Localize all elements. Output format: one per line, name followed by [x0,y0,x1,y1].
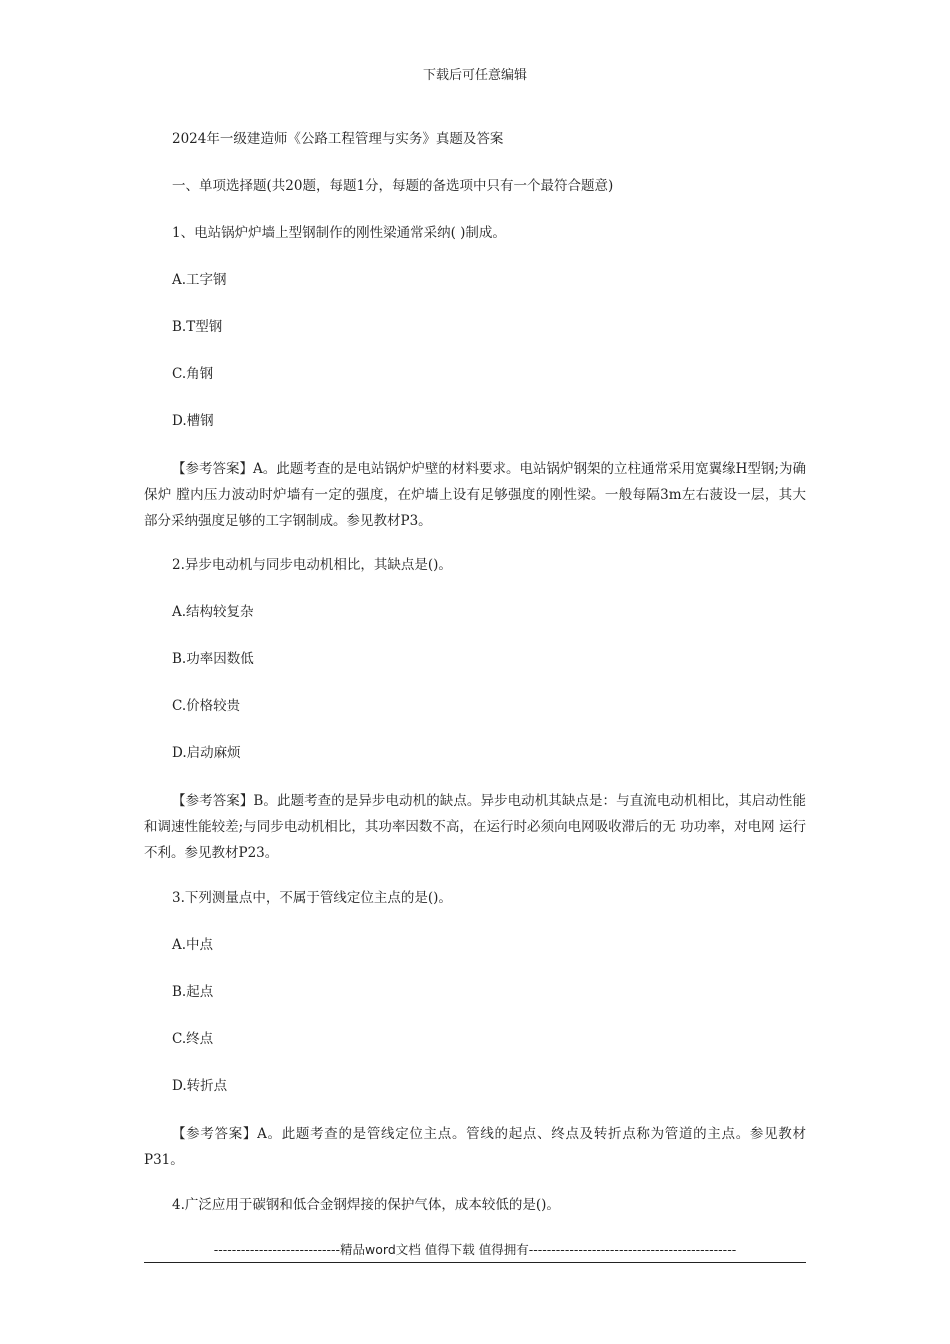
section-heading: 一、单项选择题(共20题，每题1分，每题的备选项中只有一个最符合题意) [172,178,614,194]
question-stem: 2.异步电动机与同步电动机相比，其缺点是()。 [172,557,452,573]
document-title: 2024年一级建造师《公路工程管理与实务》真题及答案 [172,131,504,147]
option-c: C.终点 [172,1031,214,1047]
option-d: D.启动麻烦 [172,745,241,761]
option-a: A.结构较复杂 [172,604,254,620]
option-c: C.角钢 [172,366,214,382]
option-c: C.价格较贵 [172,698,241,714]
page-header: 下载后可任意编辑 [422,68,527,83]
footer-divider [144,1262,806,1263]
option-d: D.转折点 [172,1078,228,1094]
option-b: B.T型钢 [172,319,223,335]
page-footer: ----------------------------精品word文档 值得下载 值得拥有---------------------------------------------- [213,1242,737,1257]
reference-answer: 【参考答案】A。此题考查的是管线定位主点。管线的起点、终点及转折点称为管道的主点。参见教材P31。 [144,1126,806,1168]
option-a: A.中点 [172,937,214,953]
option-b: B.起点 [172,984,214,1000]
question-stem: 1、电站锅炉炉墙上型钢制作的刚性梁通常采纳( )制成。 [172,225,506,241]
reference-answer: 【参考答案】B。此题考查的是异步电动机的缺点。异步电动机其缺点是：与直流电动机相比，其启动性能 和调速性能较差;与同步电动机相比，其功率因数不高，在运行时必须向电网吸收滞后的无 功功率，对电网 运行不利。参见教材P23。 [144,793,806,861]
reference-answer: 【参考答案】A。此题考查的是电站锅炉炉壁的材料要求。电站锅炉钢架的立柱通常采用宽翼缘H型钢;为确 保炉 膛内压力波动时炉墙有一定的强度，在炉墙上设有足够强度的刚性梁。一般每隔3m左右菠设一层，其大 部分采纳强度足够的工字钢制成。参见教材P3。 [144,461,806,529]
option-a: A.工字钢 [172,272,227,288]
question-stem: 4.广泛应用于碳钢和低合金钢焊接的保护气体，成本较低的是()。 [172,1197,560,1213]
option-b: B.功率因数低 [172,651,254,667]
question-stem: 3.下列测量点中，不属于管线定位主点的是()。 [172,890,452,906]
option-d: D.槽钢 [172,413,214,429]
